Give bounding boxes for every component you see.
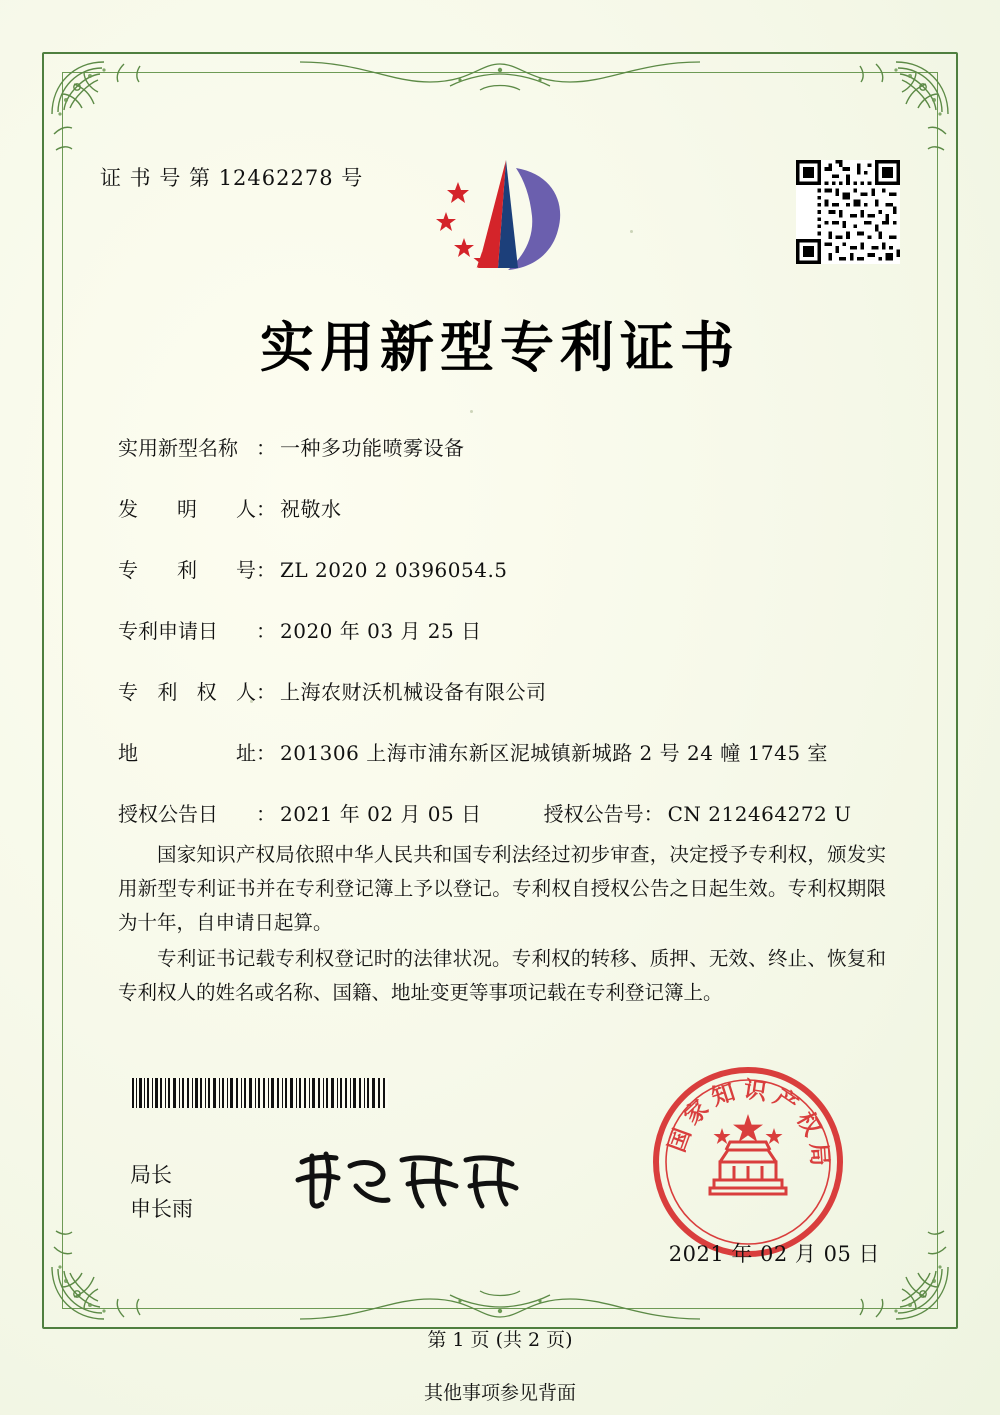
field-label: 实用新型名称	[118, 436, 238, 460]
label-char: 人	[236, 497, 256, 521]
field-label: 专利申请日	[118, 619, 218, 643]
paper-speckle	[470, 410, 473, 413]
certificate-number: 证 书 号 第 12462278 号	[100, 166, 364, 190]
page-title: 实用新型专利证书	[260, 316, 740, 379]
label-char: 人	[235, 680, 256, 704]
field-colon: ：	[256, 436, 276, 460]
official-red-seal	[648, 1062, 848, 1262]
field-value-inventor: 祝敬水	[280, 497, 342, 521]
field-value-patent-number: ZL 2020 2 0396054.5	[280, 558, 508, 582]
legal-text	[118, 838, 886, 1012]
field-application-date	[118, 615, 898, 644]
label-char: 号	[236, 558, 256, 582]
field-value-utility-model-name: 一种多功能喷雾设备	[280, 436, 465, 460]
cnipa-logo	[420, 150, 580, 280]
label-char: 地	[118, 741, 138, 765]
field-grant-announcement	[118, 798, 898, 827]
field-value-patentee: 上海农财沃机械设备有限公司	[280, 680, 547, 704]
field-label	[118, 554, 256, 583]
label-char: 专	[118, 558, 138, 582]
director-title: 局长	[130, 1163, 172, 1187]
field-label	[118, 737, 256, 766]
field-colon: ：	[256, 619, 276, 643]
handwritten-signature	[290, 1140, 520, 1220]
field-label	[118, 493, 256, 522]
field-colon: ：	[256, 802, 276, 826]
label-char: 发	[118, 497, 138, 521]
paragraph-2: 专利证书记载专利权登记时的法律状况。专利权的转移、质押、无效、终止、恢复和专利权人的姓名或名称、国籍、地址变更等事项记载在专利登记簿上。	[118, 947, 886, 1004]
field-label-grant-number: 授权公告号	[543, 802, 644, 826]
paragraph-1: 国家知识产权局依照中华人民共和国专利法经过初步审查，决定授予专利权，颁发实用新型专利证书并在专利登记簿上予以登记。专利权自授权公告之日起生效。专利权期限为十年，自申请日起算。	[118, 843, 886, 934]
barcode	[130, 1078, 388, 1108]
field-address	[118, 737, 898, 766]
field-value-grant-date: 2021 年 02 月 05 日	[280, 802, 482, 826]
label-char: 利	[157, 680, 178, 704]
paper-speckle	[630, 230, 633, 233]
field-list	[118, 432, 898, 859]
label-char: 专	[118, 680, 138, 704]
field-colon: ：	[256, 497, 276, 521]
field-patentee	[118, 676, 898, 705]
label-char: 址	[236, 741, 256, 765]
field-utility-model-name	[118, 432, 898, 461]
field-label-grant-date: 授权公告日	[118, 802, 218, 826]
field-inventor	[118, 493, 898, 522]
qr-code	[796, 160, 900, 264]
field-value-grant-number: CN 212464272 U	[667, 802, 852, 826]
back-side-note: 其他事项参见背面	[423, 1382, 576, 1404]
seal-date: 2021 年 02 月 05 日	[668, 1242, 880, 1266]
field-colon: ：	[256, 680, 276, 704]
field-colon: ：	[643, 802, 664, 826]
field-colon: ：	[256, 741, 276, 765]
svg-text:国家知识产权局: 国家知识产权局	[664, 1076, 833, 1173]
field-value-address: 201306 上海市浦东新区泥城镇新城路 2 号 24 幢 1745 室	[280, 741, 828, 765]
label-char: 利	[177, 558, 197, 582]
page-number: 第 1 页 (共 2 页)	[427, 1329, 573, 1351]
field-label	[118, 676, 256, 705]
field-value-application-date: 2020 年 03 月 25 日	[280, 619, 482, 643]
field-colon: ：	[256, 558, 276, 582]
label-char: 明	[177, 497, 197, 521]
label-char: 权	[196, 680, 217, 704]
field-patent-number	[118, 554, 898, 583]
director-name: 申长雨	[130, 1197, 193, 1221]
signature-block	[130, 1158, 193, 1226]
